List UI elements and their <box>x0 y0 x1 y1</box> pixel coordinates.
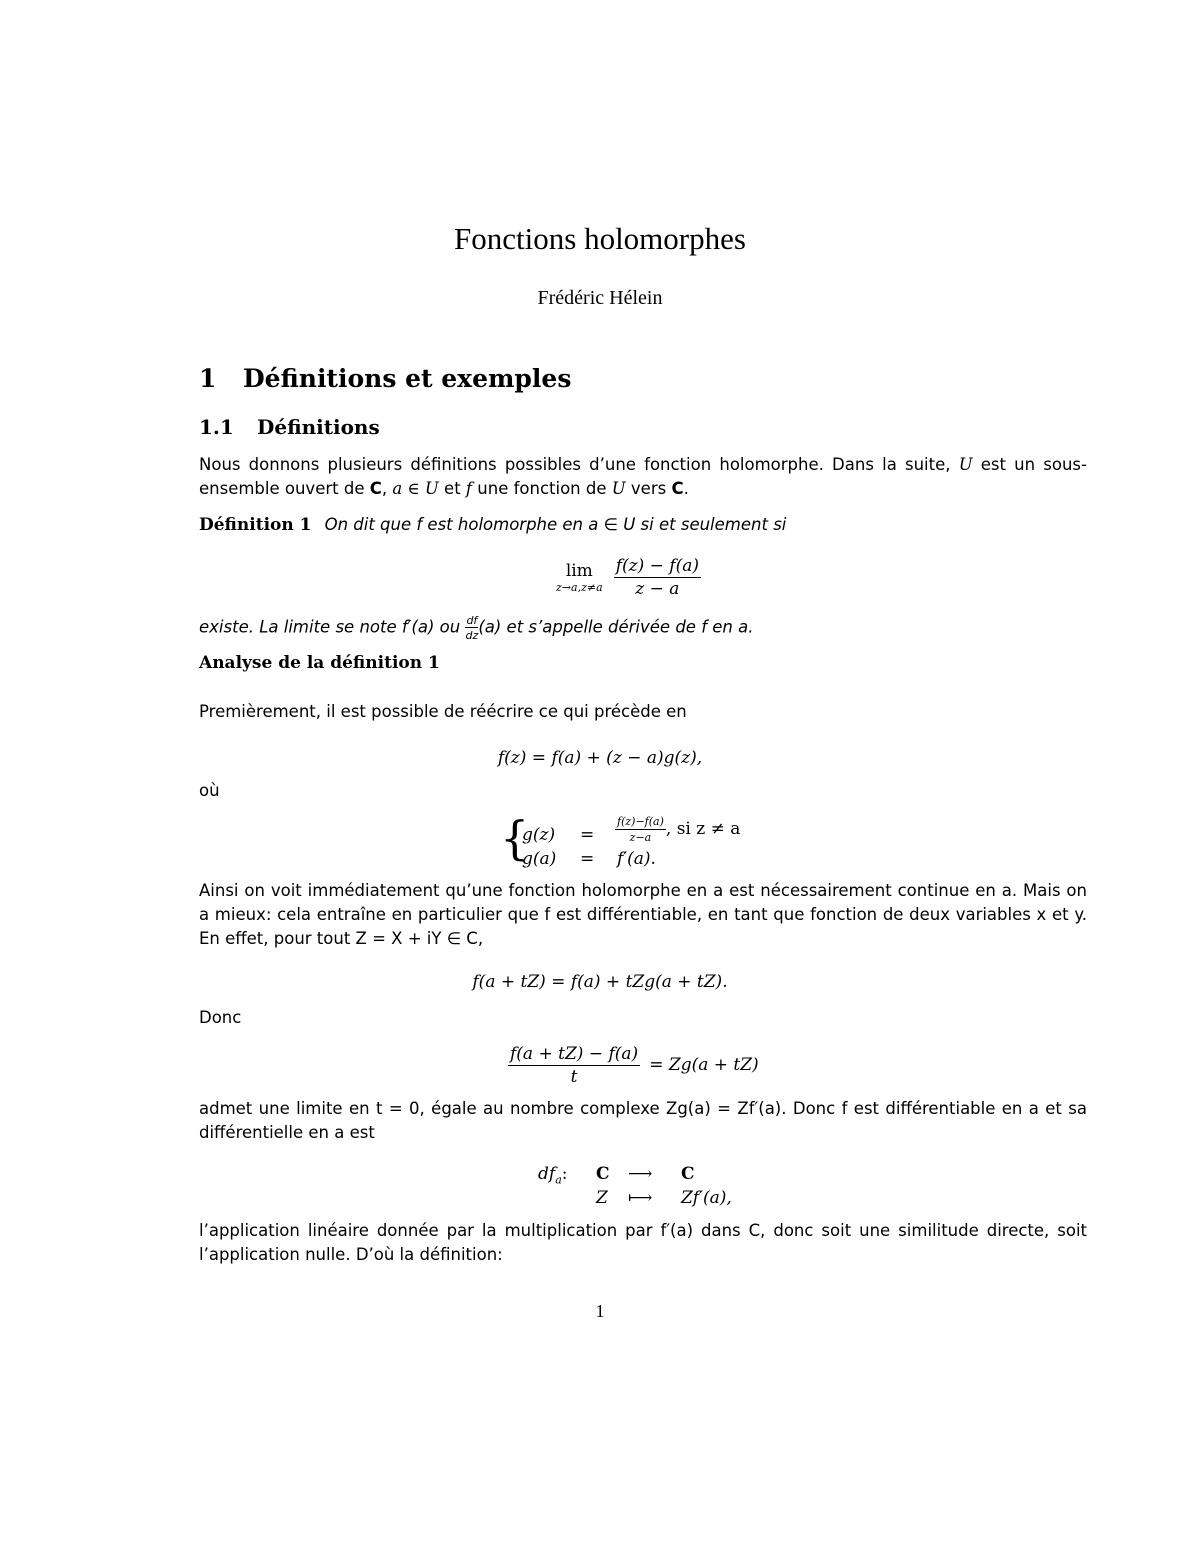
intro-text-6: vers <box>625 479 672 498</box>
subsection-title: Définitions <box>257 415 380 439</box>
df-dz-fraction <box>465 614 478 642</box>
intro-var-C: C <box>369 479 382 498</box>
subsection-heading <box>199 415 380 439</box>
limit-operator <box>556 561 603 594</box>
equation-1: f(z) = f(a) + (z − a)g(z), <box>497 748 703 768</box>
map-label-subscript: a <box>555 1173 562 1187</box>
intro-text-3: , <box>381 479 393 498</box>
map-row1-from: C <box>596 1164 610 1184</box>
case1-fraction <box>615 815 666 844</box>
left-brace: { <box>500 811 530 865</box>
case1-condition: , si z ≠ a <box>665 819 741 839</box>
intro-var-f: f <box>465 479 473 498</box>
donc-text: Donc <box>199 1008 242 1027</box>
analysis-paragraph-2: Ainsi on voit immédiatement qu’une fonction holomorphe en a est nécessairement continue en a. Mais on a mieux: cela entraîne en particulier que f est différentiable, en tant que fonction de deux variables x et y. En effet, pour tout Z = X + iY ∈ C, <box>199 881 1087 948</box>
fraction-numerator: f(z) − f(a) <box>615 556 699 576</box>
eq3-numerator: f(a + tZ) − f(a) <box>510 1044 639 1064</box>
limit-fraction <box>614 556 701 599</box>
equation-2: f(a + tZ) = f(a) + tZg(a + tZ). <box>472 972 728 992</box>
map-row1-arrow: ⟶ <box>628 1164 653 1184</box>
page-number: 1 <box>595 1301 605 1321</box>
analysis-paragraph-3: admet une limite en t = 0, égale au nombre complexe Zg(a) = Zf′(a). Donc f est différentiable en a et sa différentielle en a est <box>199 1099 1087 1142</box>
lim-subscript: z→a,z≠a <box>556 581 603 594</box>
intro-text-2: est un sous-ensemble ouvert de <box>199 455 1087 498</box>
eq3-fraction <box>508 1044 640 1087</box>
section-heading <box>199 364 571 393</box>
conclusion-text-1: existe. La limite se note f′(a) ou <box>199 617 466 637</box>
analysis-heading: Analyse de la définition 1 <box>199 653 440 673</box>
equation-3 <box>508 1044 759 1087</box>
section-title: Définitions et exemples <box>243 364 572 393</box>
eq3-denominator: t <box>570 1067 578 1087</box>
map-label <box>538 1164 567 1186</box>
eq3-rhs: = Zg(a + tZ) <box>649 1055 759 1075</box>
case1-denominator: z−a <box>629 831 652 844</box>
map-colon: : <box>561 1164 568 1184</box>
analysis-paragraph-4: l’application linéaire donnée par la multiplication par f′(a) dans C, donc soit une similitude directe, soit l’application nulle. D’où la définition: <box>199 1221 1087 1264</box>
map-row2-from: Z <box>596 1188 608 1208</box>
case1-lhs: g(z) <box>522 825 556 845</box>
intro-var-U-2: U <box>611 479 626 498</box>
map-row2-arrow: ⟼ <box>628 1188 653 1208</box>
section-number: 1 <box>199 364 217 393</box>
case1-eq: = <box>580 825 595 845</box>
intro-text-5: une fonction de <box>472 479 612 498</box>
subsection-number: 1.1 <box>199 415 234 439</box>
intro-a-in-U: a ∈ U <box>392 479 439 498</box>
case1-numerator: f(z)−f(a) <box>617 815 664 828</box>
case2-eq: = <box>580 849 595 869</box>
fraction-denominator: z − a <box>635 579 680 599</box>
intro-text-1: Nous donnons plusieurs définitions possibles d’une fonction holomorphe. Dans la suite, <box>199 455 959 474</box>
intro-paragraph <box>199 453 1087 501</box>
ou-text: où <box>199 781 220 800</box>
case1-rhs <box>615 815 740 844</box>
map-row1-to: C <box>681 1164 695 1184</box>
case2-rhs: f′(a). <box>617 849 656 869</box>
definition-1 <box>199 515 786 535</box>
intro-var-U: U <box>958 455 973 474</box>
dz-denominator: dz <box>465 629 479 642</box>
case2-lhs: g(a) <box>522 849 557 869</box>
definition-label: Définition 1 <box>199 515 312 535</box>
analysis-paragraph-1: Premièrement, il est possible de réécrire ce qui précède en <box>199 702 687 721</box>
conclusion-text-2: (a) et s’appelle dérivée de f en a. <box>478 617 754 637</box>
map-row2-to: Zf′(a), <box>681 1188 732 1208</box>
intro-text-7: . <box>683 479 689 498</box>
intro-var-C-2: C <box>671 479 684 498</box>
paper-title: Fonctions holomorphes <box>454 221 746 256</box>
map-label-text: df <box>538 1164 556 1184</box>
df-numerator: df <box>466 614 478 627</box>
intro-text-4: et <box>438 479 466 498</box>
definition-text: On dit que f est holomorphe en a ∈ U si et seulement si <box>324 515 787 534</box>
paper-author: Frédéric Hélein <box>537 287 663 309</box>
lim-text: lim <box>565 561 593 581</box>
definition-conclusion <box>199 614 753 642</box>
limit-formula <box>556 556 701 599</box>
